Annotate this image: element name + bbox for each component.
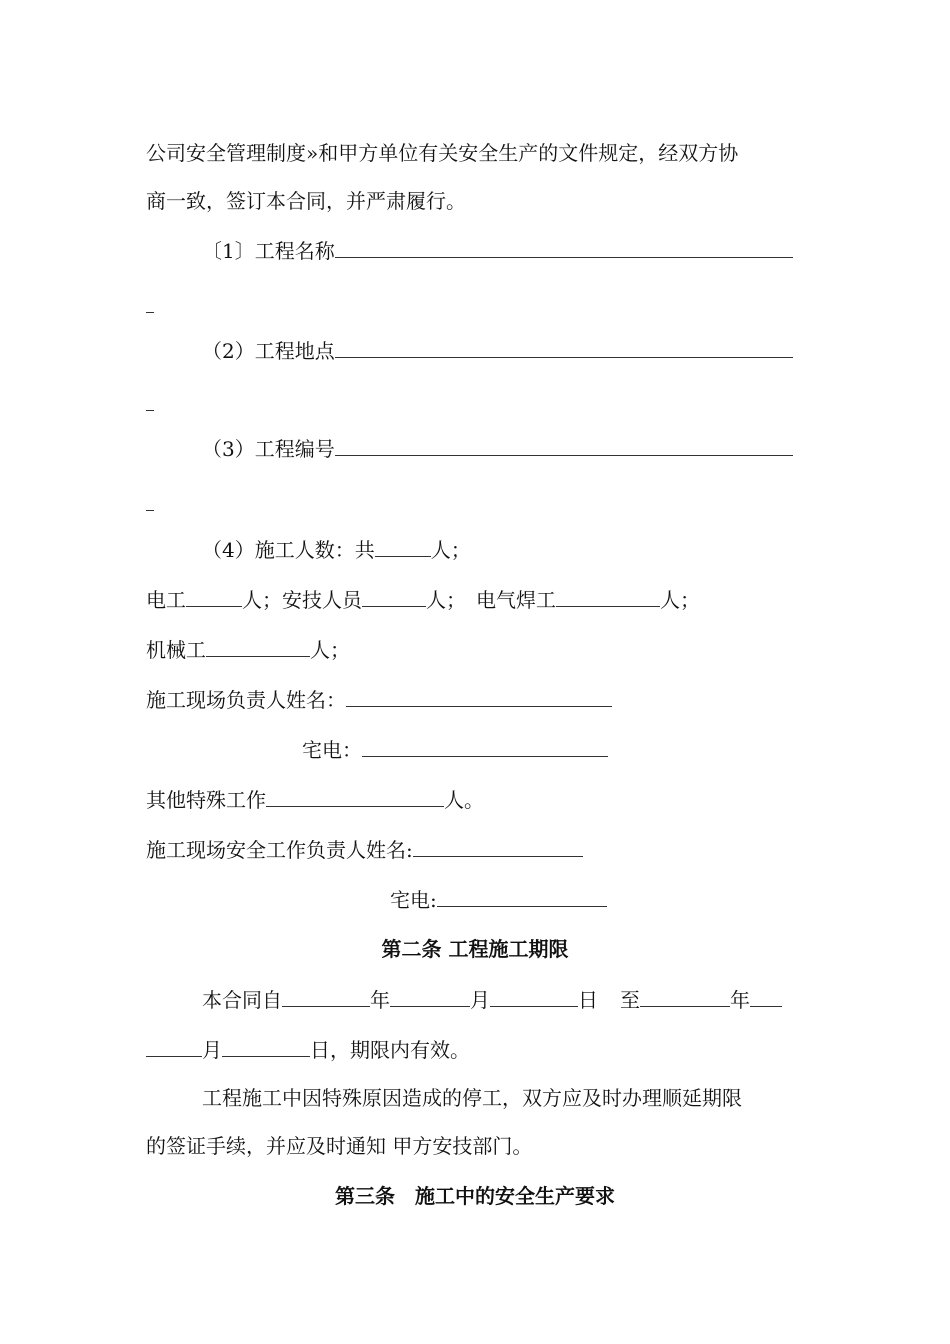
field-label: 施工现场负责人姓名： bbox=[146, 688, 346, 712]
site-manager-field bbox=[146, 688, 612, 712]
fill-blank-stub bbox=[146, 410, 154, 411]
field-label: 日 bbox=[578, 988, 598, 1012]
unit-label: 人； bbox=[660, 588, 700, 612]
fill-blank bbox=[206, 638, 310, 657]
fill-blank bbox=[362, 738, 608, 757]
unit-label: 人； bbox=[430, 538, 471, 562]
section-heading: 第三条 施工中的安全生产要求 bbox=[335, 1184, 615, 1208]
unit-label: 人 bbox=[242, 588, 262, 612]
fill-blank bbox=[640, 988, 730, 1007]
field-label: 年 bbox=[730, 988, 750, 1012]
other-special-field bbox=[146, 788, 484, 812]
unit-label: 人 bbox=[426, 588, 446, 612]
fill-blank bbox=[362, 588, 426, 607]
workers-total-field bbox=[202, 538, 471, 562]
field-label: 至 bbox=[620, 988, 640, 1012]
fill-blank bbox=[335, 339, 793, 358]
unit-label: 人； bbox=[310, 638, 350, 662]
field-label: 日，期限内有效。 bbox=[310, 1038, 470, 1062]
project-number-field bbox=[202, 437, 793, 461]
fill-blank bbox=[437, 888, 607, 907]
fill-blank bbox=[266, 788, 444, 807]
unit-label: 人。 bbox=[444, 788, 484, 812]
fill-blank bbox=[346, 688, 612, 707]
field-label: 本合同自 bbox=[202, 988, 282, 1012]
safety-manager-field bbox=[146, 838, 583, 862]
fill-blank bbox=[556, 588, 660, 607]
fill-blank bbox=[375, 538, 431, 557]
section-heading: 第二条 工程施工期限 bbox=[381, 937, 569, 961]
field-label: 年 bbox=[370, 988, 390, 1012]
project-location-field bbox=[202, 339, 793, 363]
mechanic-field bbox=[146, 638, 350, 662]
fill-blank bbox=[390, 988, 470, 1007]
paragraph-line: 商一致，签订本合同，并严肃履行。 bbox=[146, 189, 466, 213]
worker-types-line bbox=[146, 588, 700, 612]
fill-blank bbox=[146, 1038, 202, 1057]
fill-blank bbox=[413, 838, 583, 857]
home-phone-field-2 bbox=[390, 888, 607, 912]
paragraph-line: 工程施工中因特殊原因造成的停工，双方应及时办理顺延期限 bbox=[202, 1086, 742, 1110]
home-phone-field-1 bbox=[302, 738, 608, 762]
fill-blank bbox=[335, 437, 793, 456]
fill-blank bbox=[282, 988, 370, 1007]
field-label: （2）工程地点 bbox=[202, 339, 335, 363]
fill-blank bbox=[186, 588, 242, 607]
field-label: 宅电: bbox=[390, 888, 437, 912]
period-line-1 bbox=[202, 988, 782, 1012]
period-line-2 bbox=[146, 1038, 470, 1062]
paragraph-line: 的签证手续，并应及时通知 甲方安技部门。 bbox=[146, 1134, 533, 1158]
field-label: （4）施工人数：共 bbox=[202, 538, 375, 562]
field-label: 其他特殊工作 bbox=[146, 788, 266, 812]
field-label: ；安技人员 bbox=[262, 588, 362, 612]
field-label: 月 bbox=[202, 1038, 222, 1062]
field-label: 月 bbox=[470, 988, 490, 1012]
fill-blank bbox=[222, 1038, 310, 1057]
paragraph-line: 公司安全管理制度»和甲方单位有关安全生产的文件规定，经双方协 bbox=[146, 141, 739, 165]
field-label: ； 电气焊工 bbox=[446, 588, 556, 612]
field-label: 施工现场安全工作负责人姓名: bbox=[146, 838, 413, 862]
fill-blank-stub bbox=[146, 312, 154, 313]
field-label: 电工 bbox=[146, 588, 186, 612]
fill-blank bbox=[750, 988, 782, 1007]
fill-blank bbox=[335, 239, 793, 258]
fill-blank bbox=[490, 988, 578, 1007]
field-label: 机械工 bbox=[146, 638, 206, 662]
field-label: （3）工程编号 bbox=[202, 437, 335, 461]
field-label: 〔1〕工程名称 bbox=[202, 239, 335, 263]
field-label: 宅电： bbox=[302, 738, 362, 762]
project-name-field bbox=[202, 239, 793, 263]
fill-blank-stub bbox=[146, 510, 154, 511]
